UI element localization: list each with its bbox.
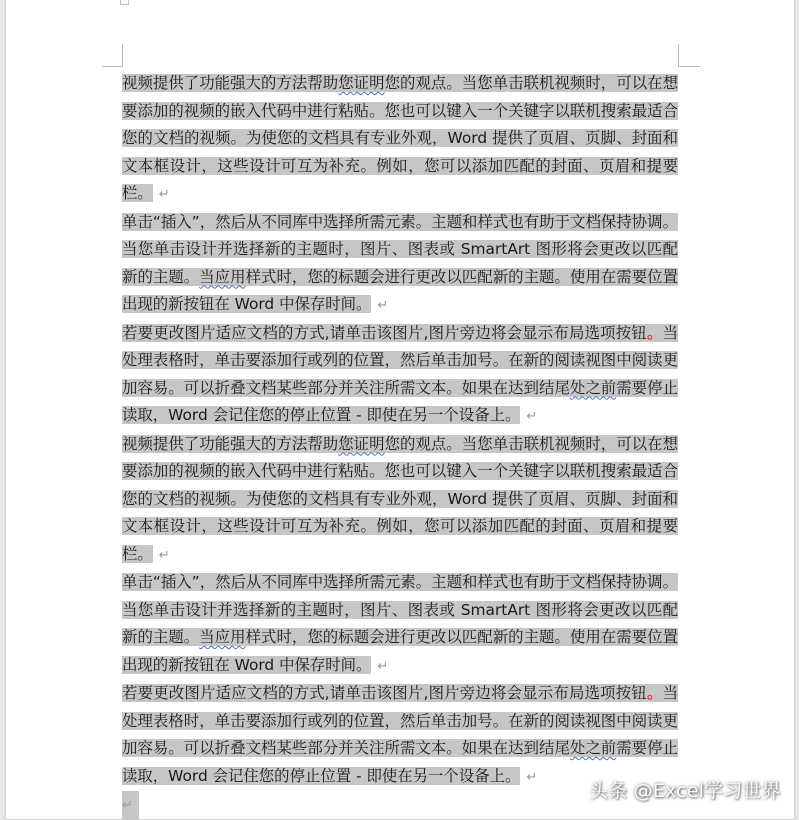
spellcheck-word[interactable]: 处之前	[569, 378, 617, 397]
paragraph-1-text-a: 视频提供了功能强大的方法帮助	[122, 74, 339, 92]
crop-mark-top-left-horizontal	[102, 66, 123, 67]
paragraph-6-text-b: 当处理表格时，单击要添加行或列的位置，然后单击加号。在新的阅读视图中阅读更加容易。可以折叠文档某些部分并关注所需文本。如果在达到结尾	[122, 684, 678, 757]
paragraph-5[interactable]	[122, 569, 678, 680]
paragraph-mark: ↵	[377, 298, 389, 313]
paragraph-3-text-a: 若要更改图片适应文档的方式,请单击该图片,图片旁边将会显示布局选项按钮	[122, 323, 647, 342]
paragraph-mark: ↵	[158, 187, 170, 202]
paragraph-mark: ↵	[158, 547, 170, 563]
crop-mark-top-right-horizontal	[678, 66, 700, 67]
paragraph-2-text-c: 样式时，您的标题会进行更改以匹配新的主题。使用在需要位置出现的新按钮在 Word 中保存时间。	[122, 267, 678, 313]
spellcheck-word[interactable]: 处之前	[569, 739, 617, 757]
paragraph-6-text-a: 若要更改图片适应文档的方式,请单击该图片,图片旁边将会显示布局选项按钮	[122, 684, 647, 702]
spellcheck-word[interactable]: 您证明	[338, 434, 385, 453]
document-page[interactable]	[6, 0, 794, 819]
paragraph-4-text-a: 视频提供了功能强大的方法帮助	[122, 434, 339, 453]
paragraph-2[interactable]	[122, 209, 678, 320]
paragraph-mark: ↵	[526, 769, 538, 785]
paragraph-mark: ↵	[526, 409, 538, 424]
paragraph-mark: ↵	[122, 798, 133, 813]
paragraph-2-text-a: 单击“插入”，然后从不同库中选择所需元素。主题和样式也有助于文档保持协调。当您单击设计并选择新的主题时，图片、图表或 SmartArt 图形将会更改以匹配新的主题。	[122, 212, 678, 286]
crop-mark-top-right-vertical	[678, 44, 679, 66]
paragraph-4-text-c: 您的观点。当您单击联机视频时，可以在想要添加的视频的嵌入代码中进行粘贴。您也可以键入一个关键字以联机搜索最适合您的文档的视频。为使您的文档具有专业外观，Word 提供了页眉、页脚、封面和文本框设计，这些设计可互为补充。例如，您可以添加匹配的封面、页眉和提要栏。	[122, 434, 678, 563]
spellcheck-word[interactable]: 您证明	[338, 74, 385, 92]
crop-mark-page-top-notch	[120, 0, 129, 5]
crop-mark-top-left-vertical	[122, 44, 123, 66]
paragraph-mark: ↵	[377, 658, 389, 674]
paragraph-3-text-d: 需要停止读取，Word 会记住您的停止位置 - 即使在另一个设备上。	[122, 378, 678, 424]
spellcheck-word[interactable]: 当应用	[199, 628, 246, 646]
paragraph-6-text-d: 需要停止读取，Word 会记住您的停止位置 - 即使在另一个设备上。	[122, 739, 678, 785]
revision-mark: 。	[646, 684, 663, 702]
revision-mark: 。	[646, 323, 663, 342]
document-body[interactable]	[122, 70, 678, 820]
spellcheck-word[interactable]: 当应用	[199, 267, 246, 286]
paragraph-5-text-a: 单击“插入”，然后从不同库中选择所需元素。主题和样式也有助于文档保持协调。当您单击设计并选择新的主题时，图片、图表或 SmartArt 图形将会更改以匹配新的主题。	[122, 573, 678, 646]
paragraph-6[interactable]	[122, 680, 678, 791]
paragraph-1[interactable]	[122, 70, 678, 209]
watermark: 头条 @Excel学习世界	[589, 780, 781, 802]
paragraph-4[interactable]	[122, 431, 678, 570]
paragraph-1-text-c: 您的观点。当您单击联机视频时，可以在想要添加的视频的嵌入代码中进行粘贴。您也可以键入一个关键字以联机搜索最适合您的文档的视频。为使您的文档具有专业外观，Word 提供了页眉、页脚、封面和文本框设计，这些设计可互为补充。例如，您可以添加匹配的封面、页眉和提要栏。	[122, 74, 678, 202]
paragraph-5-text-c: 样式时，您的标题会进行更改以匹配新的主题。使用在需要位置出现的新按钮在 Word 中保存时间。	[122, 628, 678, 674]
paragraph-3[interactable]	[122, 320, 678, 431]
paragraph-3-text-b: 当处理表格时，单击要添加行或列的位置，然后单击加号。在新的阅读视图中阅读更加容易。可以折叠文档某些部分并关注所需文本。如果在达到结尾	[122, 323, 678, 397]
